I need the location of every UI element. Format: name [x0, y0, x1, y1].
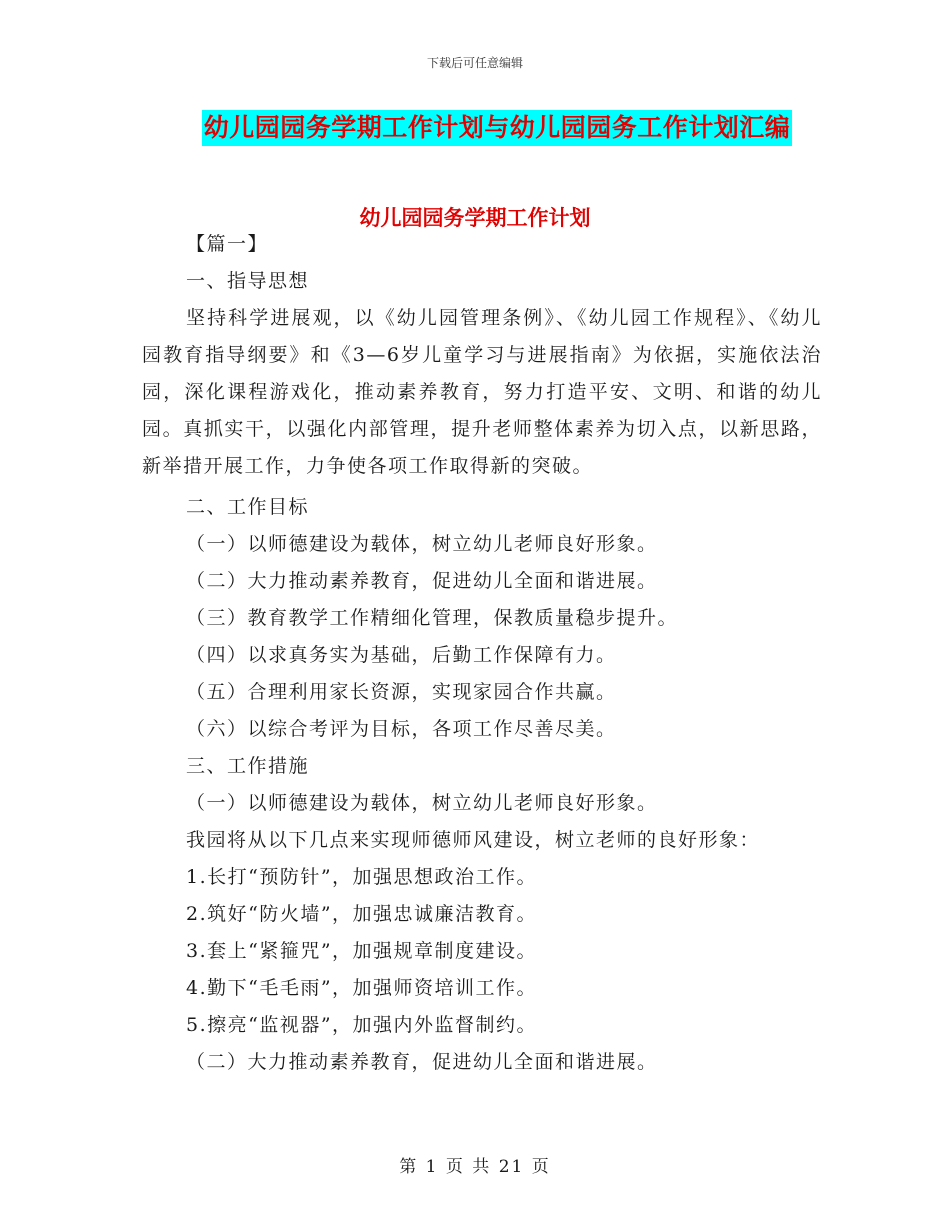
page-header-note: 下载后可任意编辑 — [426, 56, 523, 70]
goal-item: （三）教育教学工作精细化管理，保教质量稳步提升。 — [186, 607, 679, 629]
goal-item: （二）大力推动素养教育，促进幼儿全面和谐进展。 — [186, 570, 658, 592]
measure-list-item: 4.勤下“毛毛雨”，加强师资培训工作。 — [186, 977, 538, 999]
section-title: 幼儿园园务学期工作计划 — [359, 205, 591, 230]
measure-heading: （二）大力推动素养教育，促进幼儿全面和谐进展。 — [186, 1051, 658, 1073]
paragraph-guiding-ideology: 坚持科学进展观，以《幼儿园管理条例》、《幼儿园工作规程》、《幼儿园教育指导纲要》和《3—6岁儿童学习与进展指南》为依据，实施依法治园，深化课程游戏化，推动素养教育，努力打造平安、文明、和谐的幼儿园。真抓实干，以强化内部管理，提升老师整体素养为切入点，以新思路，新举措开展工作，力争使各项工作取得新的突破。 — [142, 307, 822, 477]
document-title-container — [0, 110, 950, 146]
goal-item: （六）以综合考评为目标，各项工作尽善尽美。 — [186, 718, 617, 740]
measure-list-item: 3.套上“紧箍咒”，加强规章制度建设。 — [186, 940, 538, 962]
heading-guiding-ideology: 一、指导思想 — [186, 270, 310, 292]
goal-item: （四）以求真务实为基础，后勤工作保障有力。 — [186, 644, 617, 666]
measure-intro: 我园将从以下几点来实现师德师风建设，树立老师的良好形象： — [186, 829, 761, 851]
page-number-footer: 第 1 页 共 21 页 — [399, 1157, 551, 1177]
measure-list-item: 1.长打“预防针”，加强思想政治工作。 — [186, 866, 538, 888]
measure-list-item: 5.擦亮“监视器”，加强内外监督制约。 — [186, 1014, 538, 1036]
heading-work-goals: 二、工作目标 — [186, 496, 310, 518]
measure-heading: （一）以师德建设为载体，树立幼儿老师良好形象。 — [186, 792, 658, 814]
heading-work-measures: 三、工作措施 — [186, 755, 310, 777]
measure-list-item: 2.筑好“防火墙”，加强忠诚廉洁教育。 — [186, 903, 538, 925]
goal-item: （五）合理利用家长资源，实现家园合作共赢。 — [186, 681, 617, 703]
document-body — [142, 226, 822, 1081]
goal-item: （一）以师德建设为载体，树立幼儿老师良好形象。 — [186, 533, 658, 555]
part-label: 【篇一】 — [186, 233, 269, 255]
document-title: 幼儿园园务学期工作计划与幼儿园园务工作计划汇编 — [202, 110, 793, 146]
